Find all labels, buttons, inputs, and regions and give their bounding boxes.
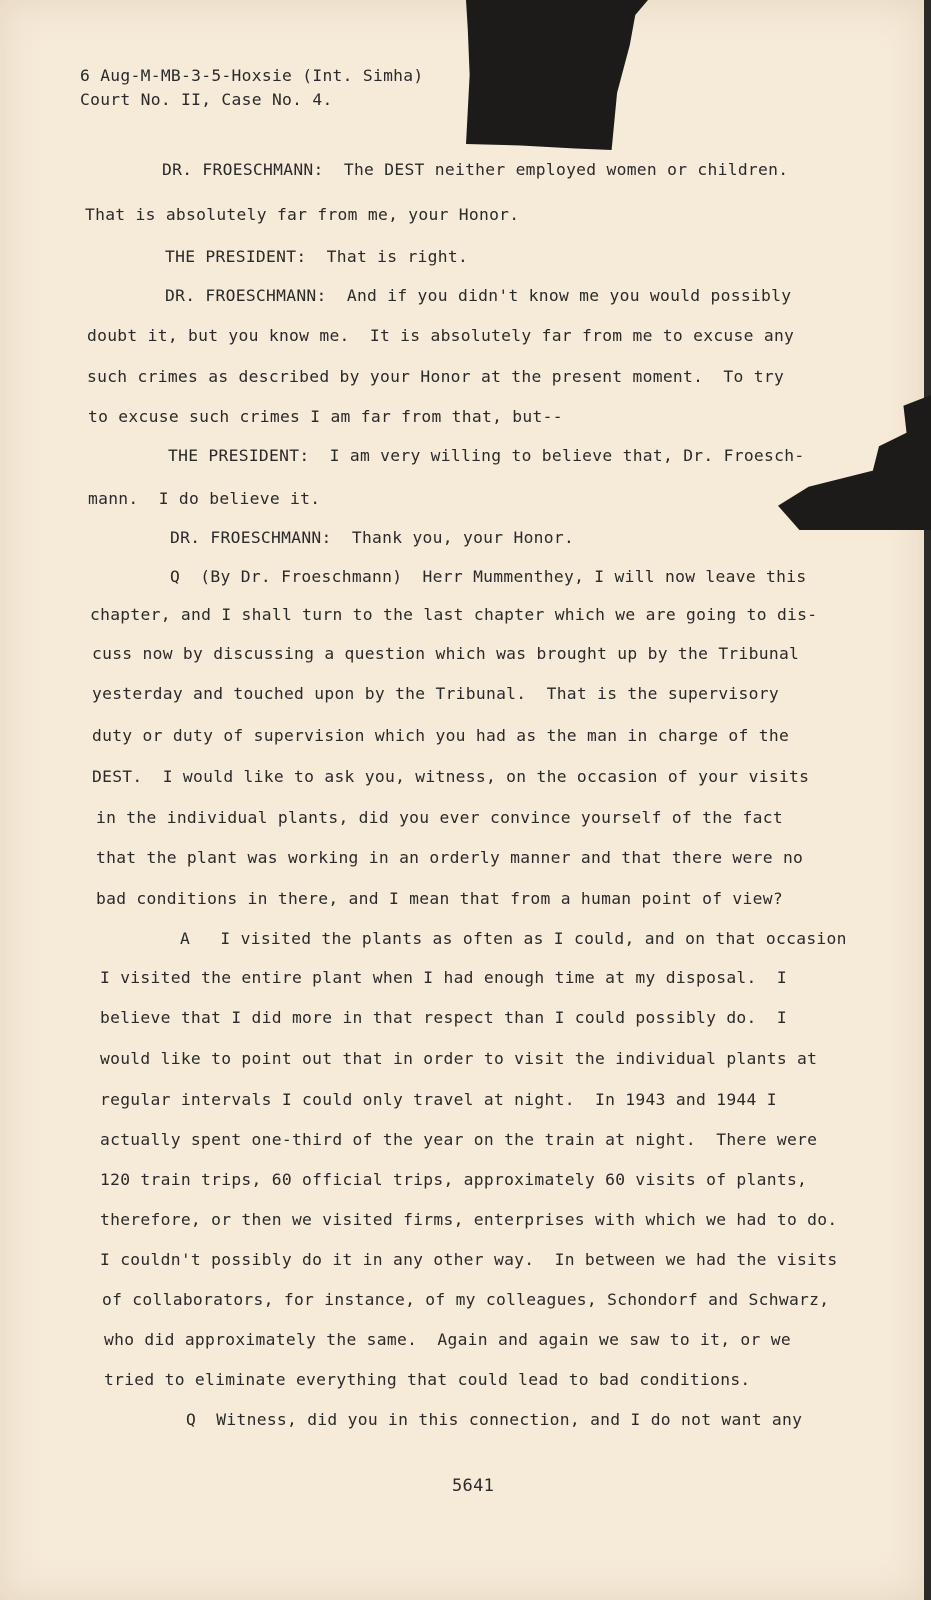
text-line: mann. I do believe it. [88, 489, 321, 508]
text-line: would like to point out that in order to visit the individual plants at [100, 1049, 818, 1068]
text-line: 120 train trips, 60 official trips, approximately 60 visits of plants, [100, 1170, 808, 1189]
text-line: Q Witness, did you in this connection, and I do not want any [186, 1410, 803, 1429]
text-line: cuss now by discussing a question which was brought up by the Tribunal [92, 644, 800, 663]
text-line: tried to eliminate everything that could lead to bad conditions. [104, 1370, 751, 1389]
text-line: regular intervals I could only travel at night. In 1943 and 1944 I [100, 1090, 777, 1109]
case-header [80, 64, 423, 112]
text-line: DR. FROESCHMANN: And if you didn't know me you would possibly [165, 286, 792, 305]
text-line: who did approximately the same. Again and again we saw to it, or we [104, 1330, 791, 1349]
text-line: I couldn't possibly do it in any other way. In between we had the visits [100, 1250, 838, 1269]
text-line: of collaborators, for instance, of my colleagues, Schondorf and Schwarz, [102, 1290, 830, 1309]
text-line: DR. FROESCHMANN: The DEST neither employed women or children. [162, 160, 789, 179]
header-line-1: 6 Aug-M-MB-3-5-Hoxsie (Int. Simha) [80, 66, 424, 85]
text-line: yesterday and touched upon by the Tribunal. That is the supervisory [92, 684, 779, 703]
text-line: DR. FROESCHMANN: Thank you, your Honor. [170, 528, 575, 547]
text-line: in the individual plants, did you ever convince yourself of the fact [96, 808, 783, 827]
text-line: chapter, and I shall turn to the last chapter which we are going to dis- [90, 605, 818, 624]
text-line: THE PRESIDENT: That is right. [165, 247, 469, 266]
text-line: therefore, or then we visited firms, enterprises with which we had to do. [100, 1210, 838, 1229]
text-line: believe that I did more in that respect than I could possibly do. I [100, 1008, 787, 1027]
text-line: doubt it, but you know me. It is absolutely far from me to excuse any [87, 326, 795, 345]
text-line: bad conditions in there, and I mean that from a human point of view? [96, 889, 783, 908]
text-line: such crimes as described by your Honor at the present moment. To try [87, 367, 785, 386]
text-line: duty or duty of supervision which you had as the man in charge of the [92, 726, 790, 745]
text-line: That is absolutely far from me, your Honor. [85, 205, 520, 224]
header-line-2: Court No. II, Case No. 4. [80, 90, 333, 109]
text-line: that the plant was working in an orderly manner and that there were no [96, 848, 804, 867]
text-line: THE PRESIDENT: I am very willing to believe that, Dr. Froesch- [168, 446, 805, 465]
page-number: 5641 [452, 1476, 495, 1496]
text-line: A I visited the plants as often as I could, and on that occasion [180, 929, 847, 948]
text-line: I visited the entire plant when I had enough time at my disposal. I [100, 968, 787, 987]
text-line: Q (By Dr. Froeschmann) Herr Mummenthey, I will now leave this [170, 567, 807, 586]
text-line: actually spent one-third of the year on the train at night. There were [100, 1130, 818, 1149]
text-line: to excuse such crimes I am far from that, but-- [88, 407, 563, 426]
text-line: DEST. I would like to ask you, witness, on the occasion of your visits [92, 767, 810, 786]
